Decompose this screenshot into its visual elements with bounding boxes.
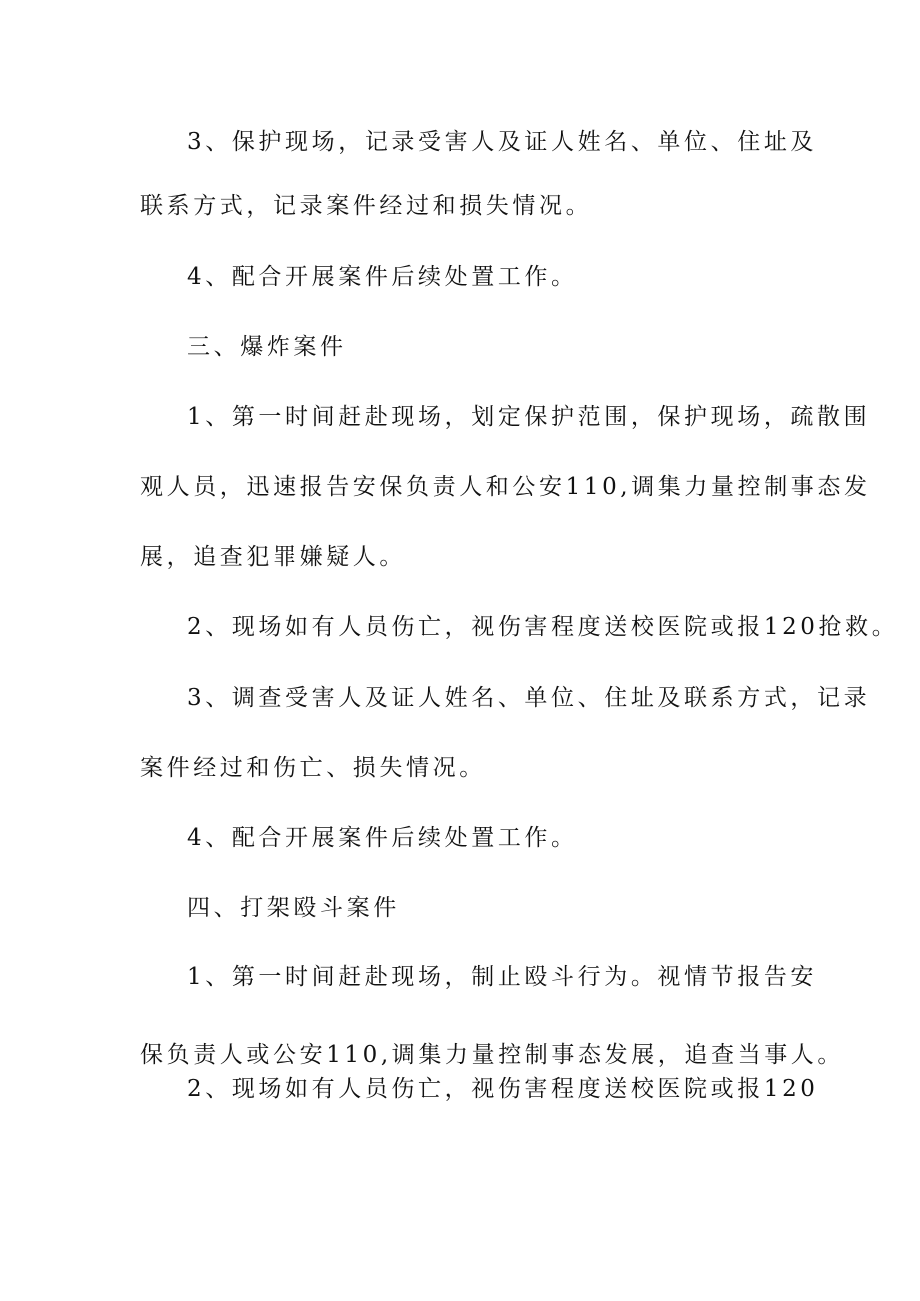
paragraph-line: 1、第一时间赶赴现场，制止殴斗行为。视情节报告安 bbox=[187, 964, 818, 990]
paragraph-line: 3、调查受害人及证人姓名、单位、住址及联系方式，记录 bbox=[187, 685, 871, 711]
paragraph-line: 观人员，迅速报告安保负责人和公安110,调集力量控制事态发 bbox=[140, 474, 871, 500]
paragraph-line: 4、配合开展案件后续处置工作。 bbox=[187, 264, 578, 290]
paragraph-line: 联系方式，记录案件经过和损失情况。 bbox=[140, 193, 593, 219]
paragraph-line: 2、现场如有人员伤亡，视伤害程度送校医院或报120 bbox=[187, 1076, 819, 1102]
paragraph-line: 展，追查犯罪嫌疑人。 bbox=[140, 544, 406, 570]
paragraph-line: 案件经过和伤亡、损失情况。 bbox=[140, 755, 486, 781]
paragraph-line: 1、第一时间赶赴现场，划定保护范围，保护现场，疏散围 bbox=[187, 404, 871, 430]
paragraph-line: 保负责人或公安110,调集力量控制事态发展，追查当事人。 bbox=[140, 1042, 845, 1068]
paragraph-line: 3、保护现场，记录受害人及证人姓名、单位、住址及 bbox=[187, 129, 818, 155]
section-heading: 四、打架殴斗案件 bbox=[187, 895, 400, 921]
paragraph-line: 4、配合开展案件后续处置工作。 bbox=[187, 825, 578, 851]
section-heading: 三、爆炸案件 bbox=[187, 334, 347, 360]
paragraph-line: 2、现场如有人员伤亡，视伤害程度送校医院或报120抢救。 bbox=[187, 614, 899, 640]
